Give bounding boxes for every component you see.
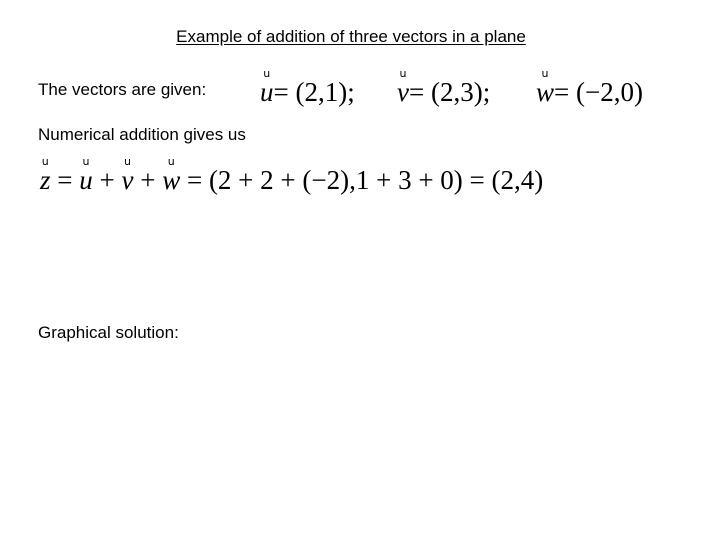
vector-z-symbol: u z <box>40 155 51 195</box>
sum-equation <box>40 155 544 195</box>
sum-result: = (2 + 2 + (−2),1 + 3 + 0) = (2,4) <box>180 165 544 195</box>
vector-v-symbol: u v <box>121 155 134 195</box>
vector-arrow-icon: u <box>399 67 407 80</box>
vector-w-symbol: u w <box>536 67 555 107</box>
vector-w-symbol: u w <box>162 155 181 195</box>
vector-arrow-icon: u <box>167 155 175 168</box>
vector-w-value: = (−2,0) <box>554 77 643 107</box>
vector-u-value: = (2,1); <box>273 77 355 107</box>
vector-u-equation <box>260 67 355 107</box>
vector-u-symbol: u u <box>79 155 93 195</box>
graphical-solution-label: Graphical solution: <box>38 323 179 342</box>
vector-arrow-icon: u <box>123 155 131 168</box>
sum-plus: + <box>92 165 122 195</box>
numerical-addition-label: Numerical addition gives us <box>38 125 246 144</box>
vector-u-symbol: u u <box>260 67 274 107</box>
vector-arrow-icon: u <box>41 155 49 168</box>
vector-arrow-icon: u <box>541 67 549 80</box>
vector-v-symbol: u v <box>397 67 409 107</box>
vector-v-equation <box>397 67 491 107</box>
page-title: Example of addition of three vectors in a plane <box>176 27 526 46</box>
sum-plus: + <box>133 165 163 195</box>
vector-v-value: = (2,3); <box>408 77 491 107</box>
vector-w-equation <box>536 67 643 107</box>
given-vectors-label: The vectors are given: <box>38 80 207 99</box>
vector-arrow-icon: u <box>263 67 271 80</box>
sum-equals: = <box>50 165 80 195</box>
vector-arrow-icon: u <box>82 155 90 168</box>
